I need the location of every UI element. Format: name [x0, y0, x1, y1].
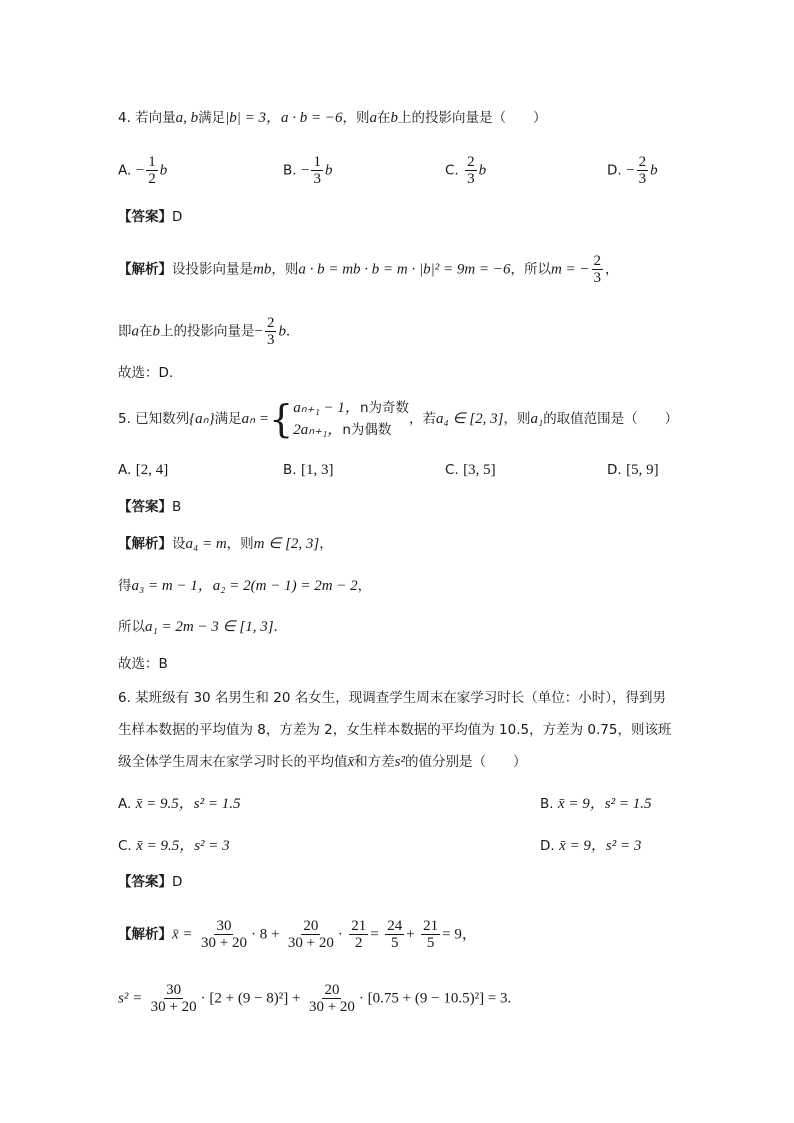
q6-analysis-line1: 【解析】x̄ = $\frac{30}{30 + 20}$ · 8 + $\frac{20}{30 + 20}$ · $\frac{21}{2}$ = $\frac{24}{5}$ + $\frac{21}{5}$ = 9，	[118, 918, 477, 951]
q5-option-a: A. [2, 4]	[118, 462, 169, 478]
q5-stem: 5. 已知数列{aₙ}满足aₙ ={ aₙ₊₁ − 1，n为奇数 2aₙ₊₁，n为偶数 ，若a₄ ∈ [2, 3]，则a₁的取值范围是（ ）	[118, 397, 679, 441]
q6-answer: 【答案】D	[118, 874, 183, 890]
q6-option-c: C. x̄ = 9.5，s² = 3	[118, 838, 230, 854]
q4-choose: 故选：D.	[118, 365, 174, 381]
q5-analysis-line2: 得a₃ = m − 1，a₂ = 2(m − 1) = 2m − 2，	[118, 578, 372, 594]
piecewise-cases: aₙ₊₁ − 1，n为奇数 2aₙ₊₁，n为偶数	[293, 400, 409, 438]
q6-stem-line1: 6. 某班级有 30 名男生和 20 名女生，现调查学生周末在家学习时长（单位：小时），得到男	[118, 690, 666, 706]
q5-analysis-line3: 所以a₁ = 2m − 3 ∈ [1, 3]．	[118, 619, 288, 635]
q4-option-b: B. − $\frac{1}{3}$ b	[283, 154, 333, 187]
q5-option-c: C. [3, 5]	[445, 462, 496, 478]
q6-stem-line3: 级全体学生周末在家学习时长的平均值x̄和方差s²的值分别是（ ）	[118, 754, 527, 770]
q5-answer: 【答案】B	[118, 499, 182, 515]
q6-stem-line2: 生样本数据的平均值为 8，方差为 2，女生样本数据的平均值为 10.5，方差为 0.75，则该班	[118, 722, 672, 738]
q4-option-a: A. − $\frac{1}{2}$ b	[118, 154, 168, 187]
q5-analysis-line1: 【解析】设a₄ = m，则m ∈ [2, 3]，	[118, 536, 333, 552]
q5-option-d: D. [5, 9]	[607, 462, 659, 478]
q4-analysis-line2: 即a在b上的投影向量是− $\frac{2}{3}$ b．	[118, 315, 300, 348]
q6-analysis-line2: s² = $\frac{30}{30 + 20}$ · [2 + (9 − 8)²] + $\frac{20}{30 + 20}$ · [0.75 + (9 − 10.5)²] = 3.	[118, 982, 512, 1015]
q4-option-d: D. − $\frac{2}{3}$ b	[607, 154, 658, 187]
q4-stem: 4. 若向量a, b满足|b| = 3，a · b = −6，则a在b上的投影向量是（ ）	[118, 110, 547, 126]
q5-choose: 故选：B	[118, 656, 168, 672]
q4-option-c: C. $\frac{2}{3}$ b	[445, 154, 487, 187]
q6-option-d: D. x̄ = 9，s² = 3	[540, 838, 642, 854]
q5-option-b: B. [1, 3]	[283, 462, 334, 478]
piecewise-brace: {	[269, 397, 294, 441]
q6-option-b: B. x̄ = 9，s² = 1.5	[540, 796, 652, 812]
q4-answer: 【答案】D	[118, 209, 183, 225]
q6-option-a: A. x̄ = 9.5，s² = 1.5	[118, 796, 241, 812]
q4-analysis-line1: 【解析】设投影向量是mb，则a · b = mb · b = m · |b|² = 9m = −6，所以m = − $\frac{2}{3}$ ，	[118, 253, 619, 286]
